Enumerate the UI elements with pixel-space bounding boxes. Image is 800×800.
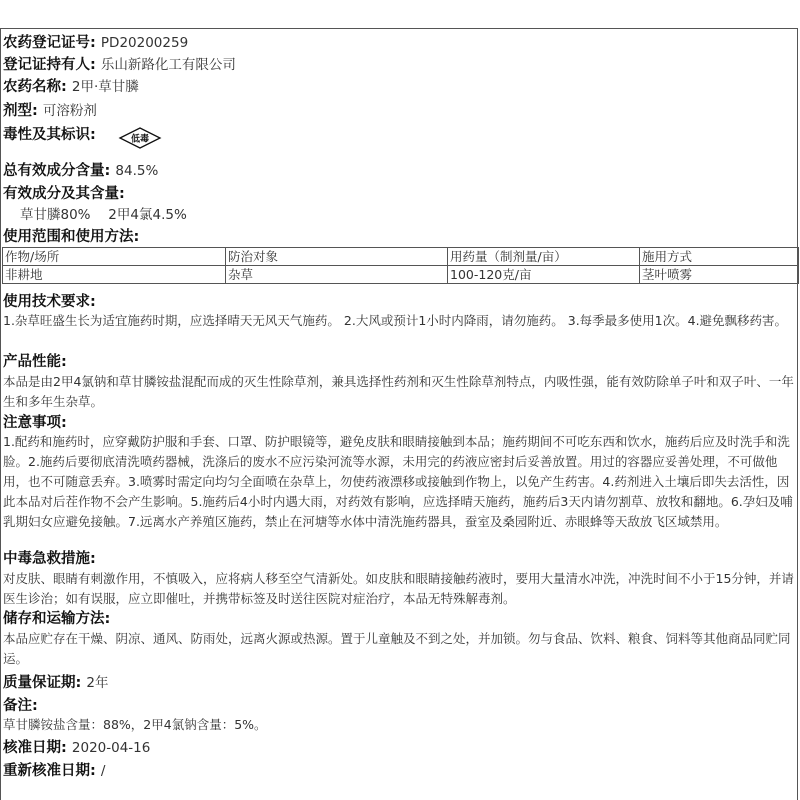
form-value: 可溶粉剂	[42, 103, 97, 119]
approval-title: 核准日期:	[3, 740, 67, 756]
performance-title-row	[3, 351, 67, 371]
notes-text: 1.配药和施药时，应穿戴防护服和手套、口罩、防护眼镜等，避免皮肤和眼睛接触到本品；施药期间不可吃东西和饮水，施药后应及时洗手和洗脸。2.施药后要彻底清洗喷药器械，洗涤后的废水不应污染河流等水源，未用完的药液应密封后妥善放置。用过的容器应妥善处理，不可做他用，也不可随意丢弃。3.喷雾时需定向均匀全面喷在杂草上，勿使药液漂移或接触到作物上，以免产生药害。4.药剂进入土壤后即失去活性，因此本品对后茬作物不会产生影响。5.施药后4小时内遇大雨，对药效有影响，应选择晴天施药，施药后3天内请勿割草、放牧和翻地。6.孕妇及哺乳期妇女应避免接触。7.远离水产养殖区施药，禁止在河塘等水体中清洗施药器具，蚕室及桑园附近、赤眼蜂等天敌放飞区域禁用。	[3, 434, 793, 529]
table-header-cell: 施用方式	[640, 248, 799, 266]
table-cell: 杂草	[226, 266, 448, 284]
table-header-cell: 防治对象	[226, 248, 448, 266]
storage-text: 本品应贮存在干燥、阴凉、通风、防雨处，远离火源或热源。置于儿童触及不到之处，并加锁。勿与食品、饮料、粮食、饲料等其他商品同贮同运。	[3, 631, 791, 666]
reg-no-value: PD20200259	[100, 35, 189, 51]
firstaid-title: 中毒急救措施:	[3, 551, 96, 567]
total-label: 总有效成分含量:	[3, 163, 111, 179]
tech-text: 1.杂草旺盛生长为适宜施药时期，应选择晴天无风天气施药。 2.大风或预计1小时内降雨，请勿施药。 3.每季最多使用1次。4.避免飘移药害。	[3, 313, 788, 328]
name-label: 农药名称:	[3, 79, 67, 95]
notes-title: 注意事项:	[3, 415, 67, 431]
holder-value: 乐山新路化工有限公司	[100, 57, 236, 73]
approval-value: 2020-04-16	[71, 740, 151, 756]
table-cell: 茎叶喷雾	[640, 266, 799, 284]
reapproval-row	[3, 760, 105, 780]
total-value: 84.5%	[115, 163, 159, 179]
table-row	[3, 266, 799, 284]
usage-title: 使用范围和使用方法:	[3, 229, 140, 245]
tech-title: 使用技术要求:	[3, 294, 96, 310]
warranty-value: 2年	[86, 675, 109, 691]
toxicity-label: 毒性及其标识:	[3, 127, 96, 143]
notes-title-row	[3, 412, 67, 432]
reg-no-row	[3, 32, 188, 52]
name-row	[3, 76, 139, 96]
form-row	[3, 100, 97, 120]
toxicity-badge-text: 低毒	[130, 134, 150, 145]
toxicity-row	[3, 124, 96, 144]
table-cell: 100-120克/亩	[448, 266, 640, 284]
usage-table	[2, 247, 799, 284]
warranty-title: 质量保证期:	[3, 675, 82, 691]
storage-title: 储存和运输方法:	[3, 611, 111, 627]
remarks-title-row	[3, 695, 38, 715]
table-cell: 非耕地	[3, 266, 226, 284]
storage-title-row	[3, 608, 110, 628]
ingredients-value-row	[20, 204, 187, 224]
performance-title: 产品性能:	[3, 354, 67, 370]
remarks-title: 备注:	[3, 698, 38, 714]
tech-title-row	[3, 291, 96, 311]
table-header-row	[3, 248, 799, 266]
table-header-cell: 用药量（制剂量/亩）	[448, 248, 640, 266]
reapproval-value: /	[100, 763, 106, 779]
performance-text: 本品是由2甲4氯钠和草甘膦铵盐混配而成的灭生性除草剂，兼具选择性药剂和灭生性除草剂特点，内吸性强，能有效防除单子叶和双子叶、一年生和多年生杂草。	[3, 374, 794, 409]
holder-row	[3, 54, 236, 74]
usage-title-row	[3, 226, 139, 246]
approval-row	[3, 737, 150, 757]
reapproval-title: 重新核准日期:	[3, 763, 96, 779]
total-row	[3, 160, 158, 180]
reg-no-label: 农药登记证号:	[3, 35, 96, 51]
ingredients-value: 草甘膦80% 2甲4氯4.5%	[20, 207, 187, 223]
ingredients-row	[3, 183, 125, 203]
holder-label: 登记证持有人:	[3, 57, 96, 73]
firstaid-title-row	[3, 548, 96, 568]
name-value: 2甲·草甘膦	[71, 79, 139, 95]
firstaid-text: 对皮肤、眼睛有刺激作用，不慎吸入，应将病人移至空气清新处。如皮肤和眼睛接触药液时，要用大量清水冲洗，冲洗时间不小于15分钟，并请医生诊治；如有误服，应立即催吐，并携带标签及时送往医院对症治疗，本品无特殊解毒剂。	[3, 571, 794, 606]
remarks-text: 草甘膦铵盐含量：88%，2甲4氯钠含量：5%。	[3, 717, 267, 732]
table-header-cell: 作物/场所	[3, 248, 226, 266]
warranty-row	[3, 672, 109, 692]
ingredients-label: 有效成分及其含量:	[3, 186, 125, 202]
form-label: 剂型:	[3, 103, 38, 119]
low-toxicity-icon	[118, 126, 162, 150]
